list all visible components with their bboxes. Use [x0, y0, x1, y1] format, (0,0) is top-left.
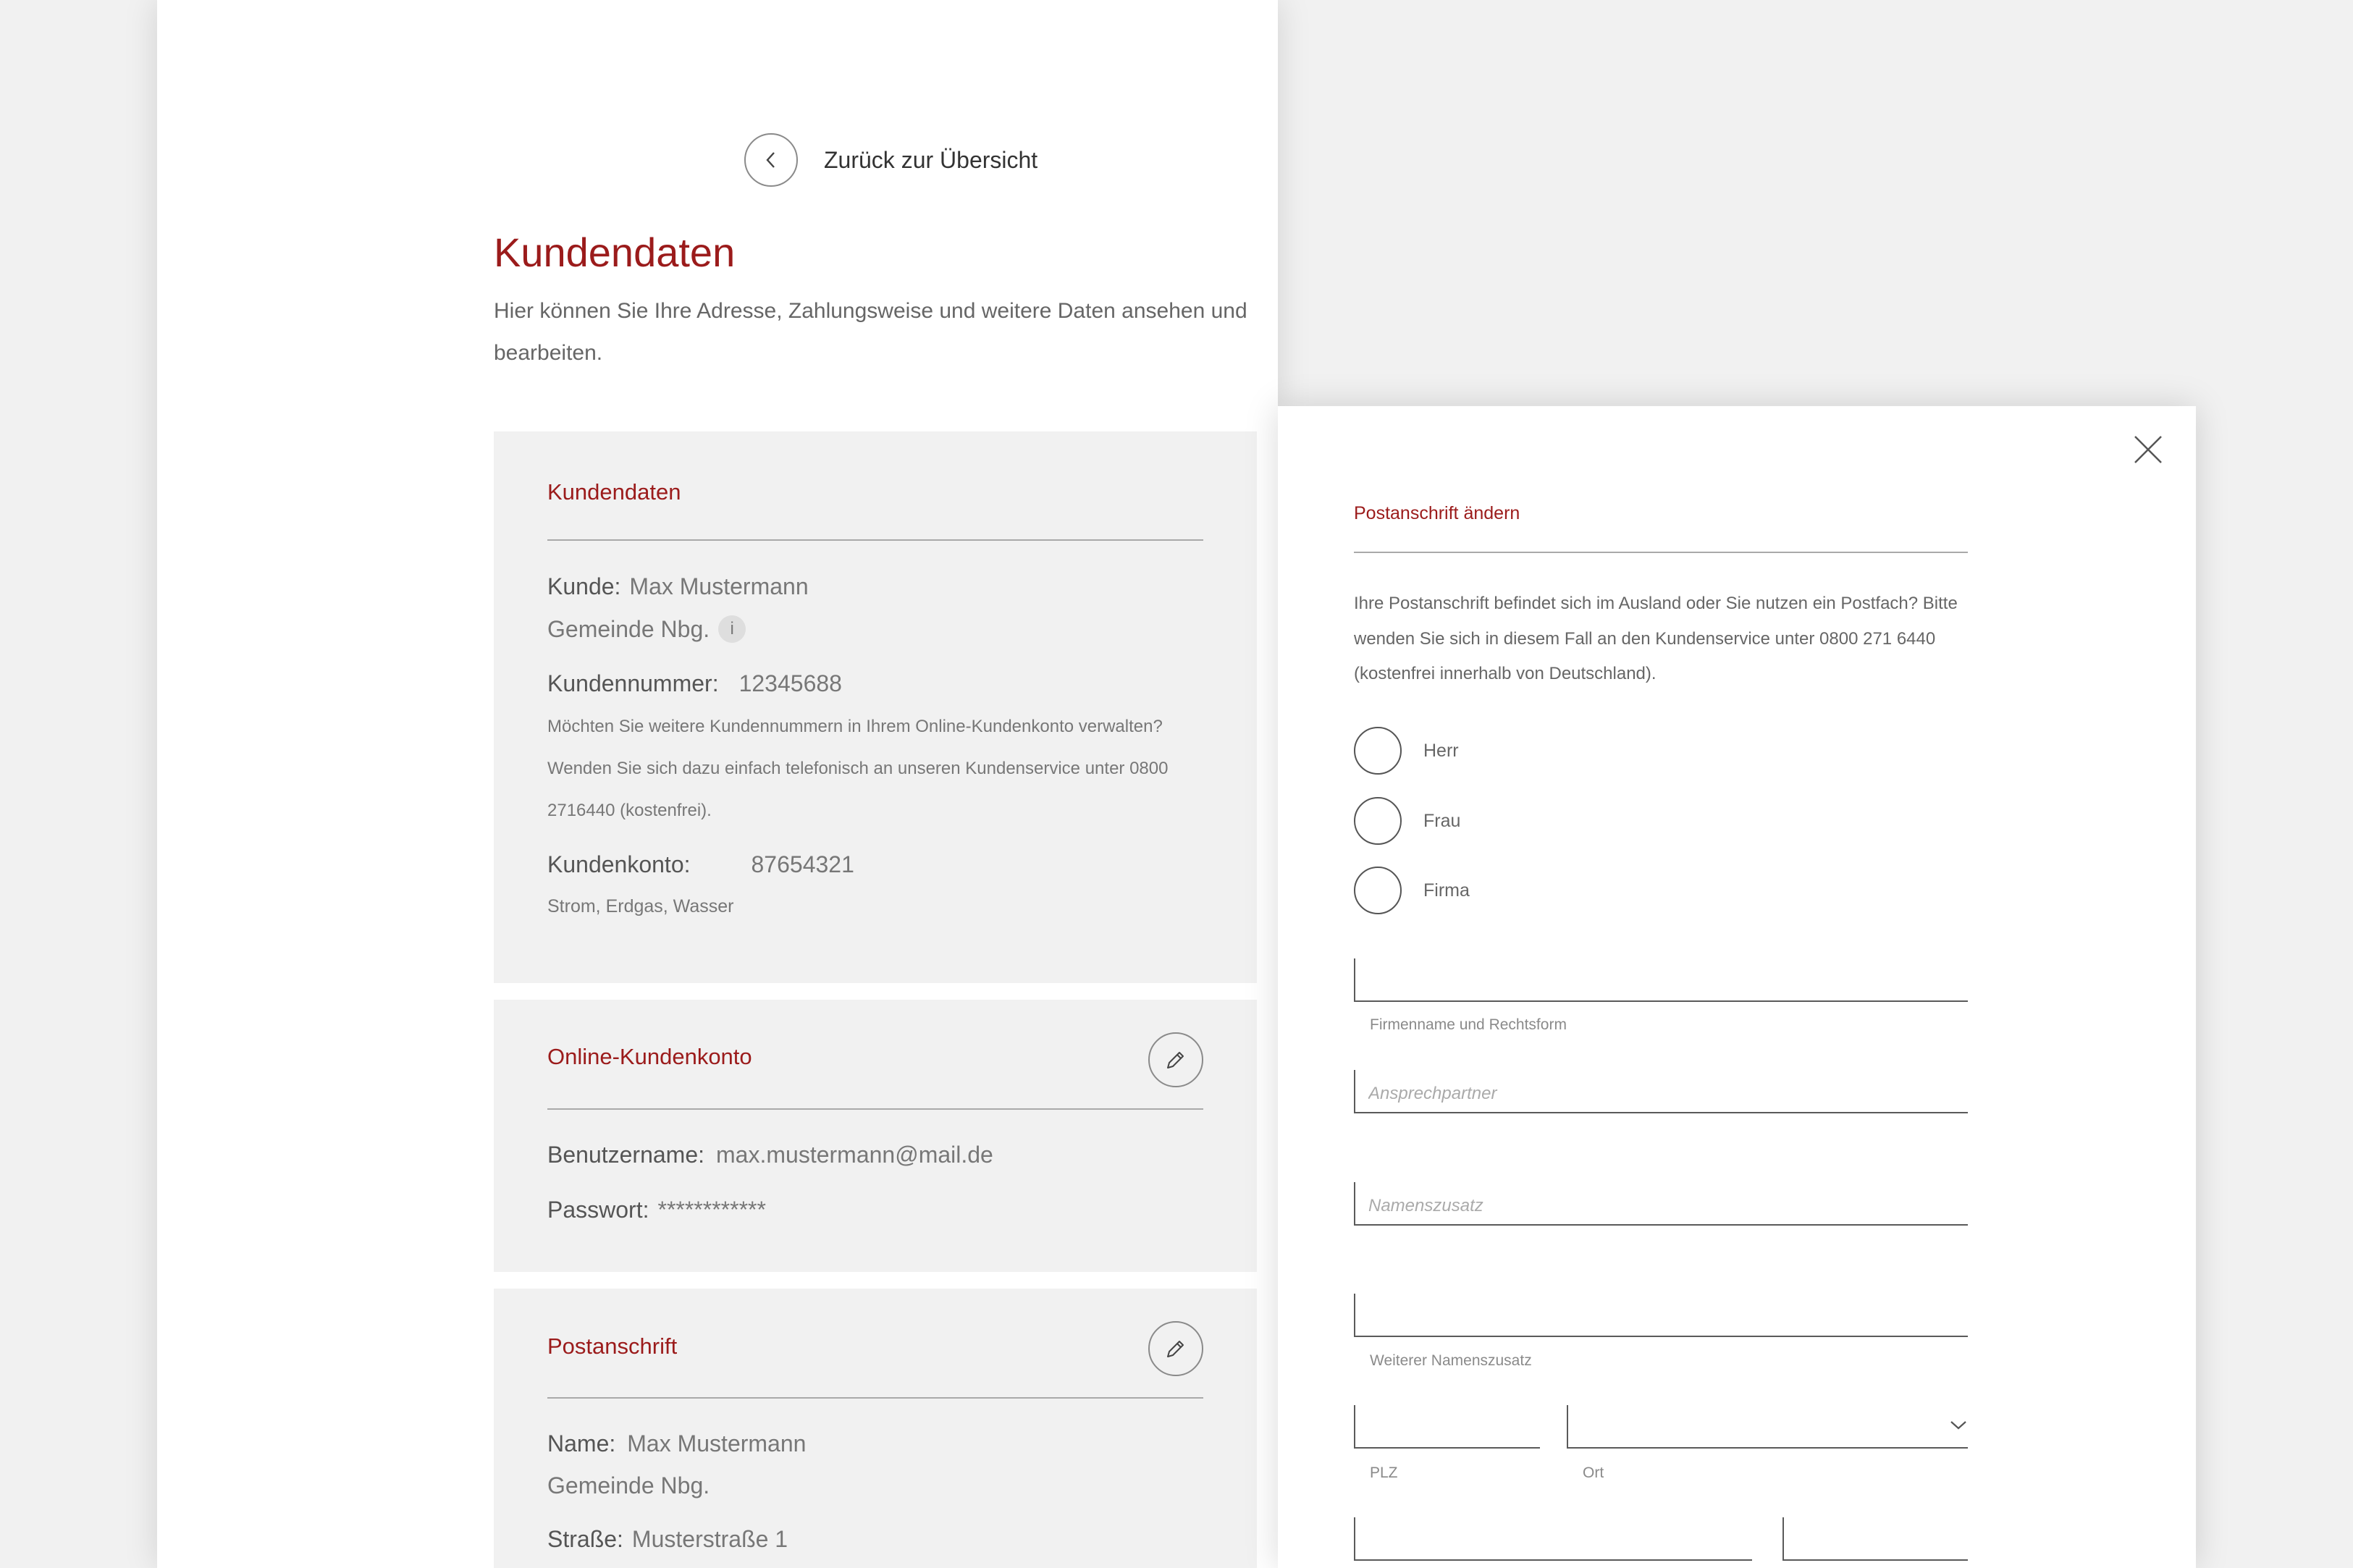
customer-account-row [547, 851, 854, 878]
street-input[interactable] [1355, 1517, 1752, 1559]
radio-herr[interactable] [1354, 727, 1459, 775]
back-circle-button[interactable] [744, 133, 798, 187]
customer-card-title: Kundendaten [547, 479, 681, 505]
password-row [547, 1197, 766, 1223]
pencil-icon [1163, 1048, 1188, 1072]
username-row [547, 1142, 993, 1168]
customer-community: Gemeinde Nbg. [547, 615, 710, 642]
chevron-down-icon[interactable] [1949, 1420, 1968, 1431]
customer-number-row [547, 670, 842, 697]
postal-street-row [547, 1526, 788, 1553]
customer-account-label: Kundenkonto: [547, 851, 691, 877]
radio-label[interactable]: Frau [1423, 810, 1461, 831]
customer-data-card [494, 431, 1257, 983]
radio-frau[interactable] [1354, 797, 1460, 845]
city-label: Ort [1583, 1464, 1604, 1481]
dialog-info-text: Ihre Postanschrift befindet sich im Ausland oder Sie nutzen ein Postfach? Bitte wenden Sie sich in diesem Fall an den Kundenservice unter 0800 271 6440 (kostenfrei innerhalb von Deutschland). [1354, 594, 1958, 683]
further-name-suffix-field[interactable] [1354, 1294, 1968, 1337]
postal-code-input[interactable] [1355, 1405, 1540, 1447]
further-name-suffix-label: Weiterer Namenszusatz [1370, 1352, 1532, 1369]
customer-account-types-row [547, 896, 733, 917]
dialog-title: Postanschrift ändern [1354, 503, 1520, 523]
customer-account-value: 87654321 [751, 851, 854, 877]
company-name-field[interactable] [1354, 958, 1968, 1002]
info-icon[interactable]: i [718, 615, 746, 643]
company-name-input[interactable] [1355, 958, 1968, 1000]
radio-circle[interactable] [1354, 867, 1402, 914]
postal-card-header [547, 1289, 1203, 1399]
postal-card-title: Postanschrift [547, 1333, 678, 1359]
postal-name-value: Max Mustermann [627, 1430, 807, 1457]
postal-address-card [494, 1289, 1257, 1568]
change-postal-address-dialog [1278, 406, 2196, 1568]
contact-person-field[interactable] [1354, 1070, 1968, 1113]
password-value: ************ [657, 1197, 766, 1223]
company-name-label: Firmenname und Rechtsform [1370, 1016, 1567, 1033]
edit-postal-address-button[interactable] [1148, 1321, 1203, 1376]
chevron-left-icon [763, 149, 779, 171]
customer-community-row [547, 615, 746, 643]
postal-community: Gemeinde Nbg. [547, 1472, 710, 1499]
pencil-icon [1163, 1336, 1188, 1361]
radio-circle[interactable] [1354, 797, 1402, 845]
edit-online-account-button[interactable] [1148, 1032, 1203, 1087]
radio-label[interactable]: Herr [1423, 740, 1459, 761]
password-label: Passwort: [547, 1197, 649, 1223]
username-label: Benutzername: [547, 1142, 705, 1168]
customer-number-value: 12345688 [738, 670, 842, 696]
postal-street-value: Musterstraße 1 [631, 1526, 788, 1552]
page-title: Kundendaten [494, 229, 736, 275]
username-value: max.mustermann@mail.de [716, 1142, 993, 1168]
main-page [157, 0, 1278, 1568]
name-suffix-input[interactable] [1355, 1182, 1968, 1224]
back-to-overview-link[interactable] [744, 133, 1037, 187]
name-suffix-field[interactable] [1354, 1182, 1968, 1226]
customer-number-hint: Möchten Sie weitere Kundennummern in Ihrem Online-Kundenkonto verwalten? Wenden Sie sich dazu einfach telefonisch an unseren Kundenservice unter 0800 2716440 (kostenfrei). [547, 717, 1169, 820]
close-icon[interactable] [2133, 434, 2163, 465]
postal-code-label: PLZ [1370, 1464, 1398, 1481]
radio-circle[interactable] [1354, 727, 1402, 775]
postal-name-row [547, 1430, 806, 1457]
dialog-divider [1354, 552, 1968, 553]
contact-person-input[interactable] [1355, 1070, 1968, 1112]
house-number-field[interactable] [1782, 1517, 1968, 1561]
postal-street-label: Straße: [547, 1526, 623, 1552]
customer-account-types: Strom, Erdgas, Wasser [547, 896, 734, 916]
further-name-suffix-input[interactable] [1355, 1294, 1968, 1336]
customer-label: Kunde: [547, 573, 621, 599]
online-account-title: Online-Kundenkonto [547, 1044, 752, 1069]
radio-label[interactable]: Firma [1423, 880, 1470, 901]
customer-number-label: Kundennummer: [547, 670, 719, 696]
customer-card-header [547, 431, 1203, 541]
radio-firma[interactable] [1354, 867, 1470, 914]
postal-code-field[interactable] [1354, 1405, 1540, 1449]
customer-row [547, 573, 809, 600]
online-account-card [494, 1000, 1257, 1272]
city-select[interactable] [1567, 1405, 1968, 1449]
postal-name-label: Name: [547, 1430, 616, 1457]
page-lead: Hier können Sie Ihre Adresse, Zahlungsweise und weitere Daten ansehen und bearbeiten. [494, 299, 1247, 365]
customer-value: Max Mustermann [629, 573, 809, 599]
house-number-input[interactable] [1784, 1517, 1968, 1559]
postal-community-row [547, 1472, 710, 1499]
street-field[interactable] [1354, 1517, 1752, 1561]
online-account-header [547, 1000, 1203, 1110]
back-label[interactable]: Zurück zur Übersicht [824, 146, 1038, 173]
